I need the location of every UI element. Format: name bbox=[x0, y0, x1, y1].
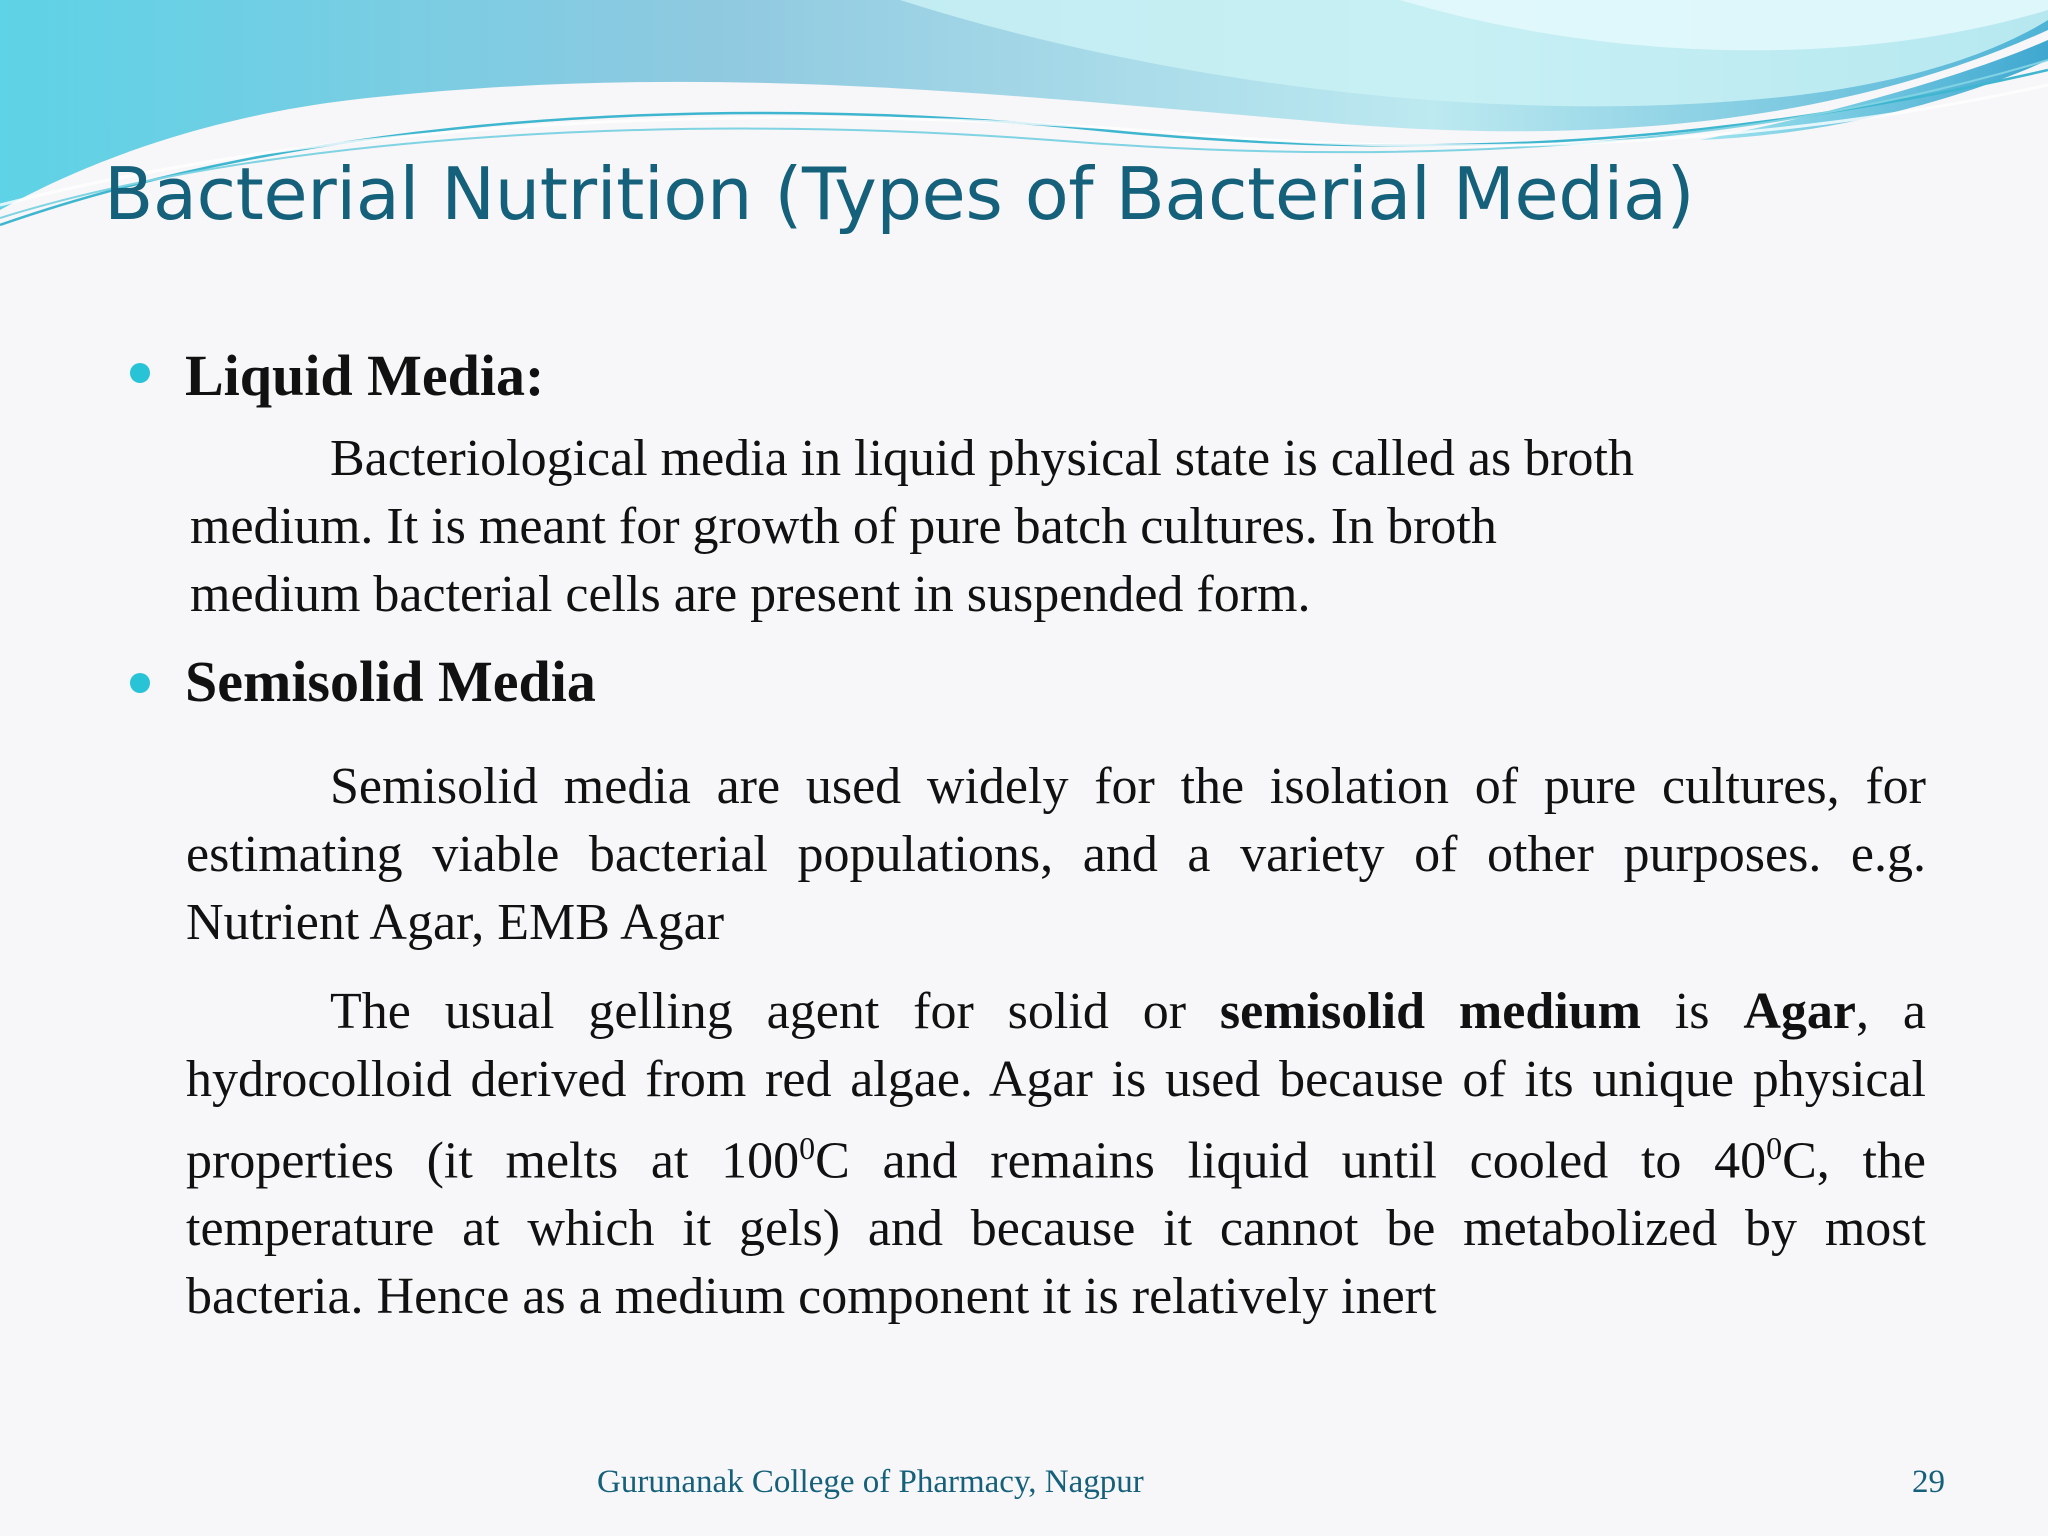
agar-text-4: C and remains liquid until cooled to 40 bbox=[815, 1132, 1767, 1190]
agar-text-3: , a hydrocolloid derived from red algae. Agar is used because of its unique physical properties (it melts at 100 bbox=[186, 983, 1926, 1190]
agar-text-5: C, the temperature at which it gels) and because it cannot be metabolized by most bacteria. Hence as a medium component it is relatively inert bbox=[186, 1132, 1926, 1326]
liquid-media-line-3: medium bacterial cells are present in suspended form. bbox=[190, 566, 1311, 623]
liquid-media-text bbox=[190, 425, 1634, 629]
heading-semisolid-media: Semisolid Media bbox=[185, 649, 596, 714]
agar-bold-semisolid-medium: semisolid medium bbox=[1219, 983, 1641, 1040]
agar-paragraph-text bbox=[186, 978, 1926, 1331]
agar-text-1: The usual gelling agent for solid or bbox=[330, 983, 1220, 1040]
heading-liquid-media: Liquid Media: bbox=[185, 343, 545, 408]
slide-title: Bacterial Nutrition (Types of Bacterial Media) bbox=[104, 152, 1695, 236]
footer-institution: Gurunanak College of Pharmacy, Nagpur bbox=[597, 1464, 1144, 1500]
agar-bold-agar: Agar bbox=[1743, 983, 1857, 1040]
liquid-media-line-1: Bacteriological media in liquid physical state is called as broth bbox=[330, 430, 1634, 487]
agar-text-2: is bbox=[1640, 983, 1744, 1040]
semisolid-paragraph-1 bbox=[186, 753, 1926, 957]
page-number: 29 bbox=[1912, 1464, 1945, 1500]
liquid-media-line-2: medium. It is meant for growth of pure batch cultures. In broth bbox=[190, 498, 1497, 555]
bullet-liquid-media bbox=[130, 363, 150, 383]
semisolid-paragraph-1-text: Semisolid media are used widely for the isolation of pure cultures, for estimating viable bacterial populations, and a variety of other purposes. e.g. Nutrient Agar, EMB Agar bbox=[186, 758, 1926, 951]
agar-paragraph bbox=[186, 978, 1926, 1331]
agar-degree-1: 0 bbox=[799, 1130, 816, 1166]
agar-degree-2: 0 bbox=[1766, 1130, 1783, 1166]
bullet-semisolid-media bbox=[130, 673, 150, 693]
